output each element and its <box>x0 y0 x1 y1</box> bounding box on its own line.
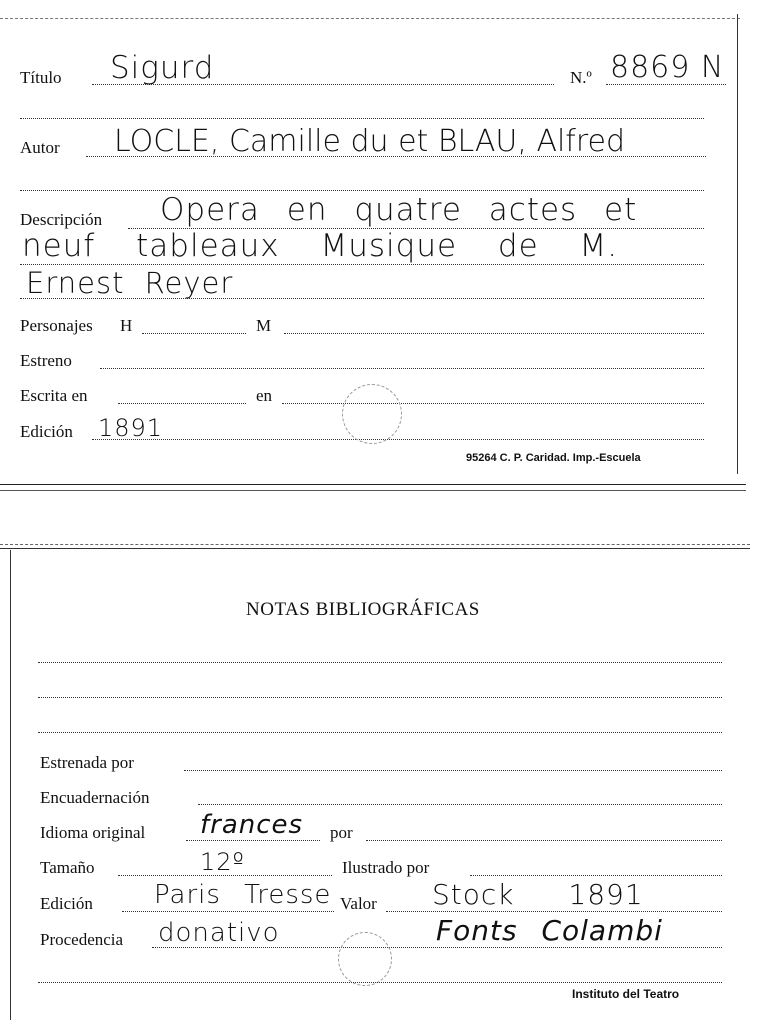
tamano-label: Tamaño <box>40 858 95 877</box>
personajes-h-label: H <box>120 316 133 335</box>
back-edicion-value: Paris Tresse <box>154 880 332 910</box>
back-edicion-label: Edición <box>40 894 93 913</box>
card-edge-top <box>0 18 740 19</box>
escrita-en-line <box>118 403 246 404</box>
escrita-en-second-label: en <box>256 386 273 405</box>
encuadernacion-label: Encuadernación <box>40 788 150 807</box>
ilustrado-por-line <box>470 875 722 876</box>
titulo-label: Título <box>20 68 62 87</box>
autor-extra-line <box>20 190 704 191</box>
procedencia-extra-value: Fonts Colambi <box>436 914 663 947</box>
personajes-m-label: M <box>256 316 272 335</box>
faded-stamp-mark <box>342 384 402 444</box>
valor-label: Valor <box>340 894 377 913</box>
notas-line-bottom <box>38 982 722 983</box>
tamano-value: 12º <box>200 848 245 876</box>
personajes-m-line <box>284 333 704 334</box>
ilustrado-por-label: Ilustrado por <box>342 858 430 877</box>
card-edge-bottom <box>0 484 746 485</box>
edicion-value: 1891 <box>98 414 164 442</box>
personajes-h-line <box>142 333 246 334</box>
institution-imprint: Instituto del Teatro <box>572 987 680 1001</box>
edicion-label: Edición <box>20 422 73 441</box>
notas-line-2 <box>38 697 722 698</box>
descripcion-value-1: Opera en quatre actes et <box>160 192 638 228</box>
idioma-original-label: Idioma original <box>40 823 146 842</box>
card-edge-left <box>10 550 11 1020</box>
procedencia-value: donativo <box>158 918 280 948</box>
escrita-en-label: Escrita en <box>20 386 88 405</box>
idioma-por-line <box>366 840 722 841</box>
autor-label: Autor <box>20 138 60 157</box>
descripcion-label: Descripción <box>20 210 103 229</box>
card-edge-right <box>737 14 738 474</box>
notas-line-1 <box>38 662 722 663</box>
descripcion-value-2: neuf tableaux Musique de M. <box>22 228 619 264</box>
back-edicion-line <box>122 911 334 912</box>
idioma-por-label: por <box>330 823 353 842</box>
card-edge-bottom-shadow <box>0 490 746 491</box>
edicion-line <box>92 439 704 440</box>
valor-line <box>386 911 722 912</box>
numero-label: N.º <box>570 68 592 87</box>
estreno-line <box>100 368 704 369</box>
descripcion-value-3: Ernest Reyer <box>26 266 234 300</box>
notas-line-3 <box>38 732 722 733</box>
titulo-extra-line <box>20 118 704 119</box>
faded-stamp-mark <box>338 932 392 986</box>
notas-heading: NOTAS BIBLIOGRÁFICAS <box>246 599 480 620</box>
encuadernacion-line <box>198 804 722 805</box>
estrenada-por-line <box>184 770 722 771</box>
estrenada-por-label: Estrenada por <box>40 753 134 772</box>
personajes-label: Personajes <box>20 316 93 335</box>
front-card <box>0 0 759 500</box>
valor-value: Stock 1891 <box>432 878 644 911</box>
numero-value: 8869 N <box>610 50 725 85</box>
card-edge-top <box>0 544 750 545</box>
back-card <box>0 540 759 1028</box>
card-edge-top-inner <box>0 548 750 549</box>
titulo-value: Sigurd <box>110 50 215 86</box>
descripcion-line-2 <box>20 264 704 265</box>
procedencia-label: Procedencia <box>40 930 124 949</box>
printer-imprint: 95264 C. P. Caridad. Imp.-Escuela <box>466 452 641 464</box>
autor-value: LOCLE, Camille du et BLAU, Alfred <box>114 124 626 159</box>
idioma-original-line <box>186 840 320 841</box>
estreno-label: Estreno <box>20 351 72 370</box>
idioma-original-value: frances <box>200 810 304 840</box>
